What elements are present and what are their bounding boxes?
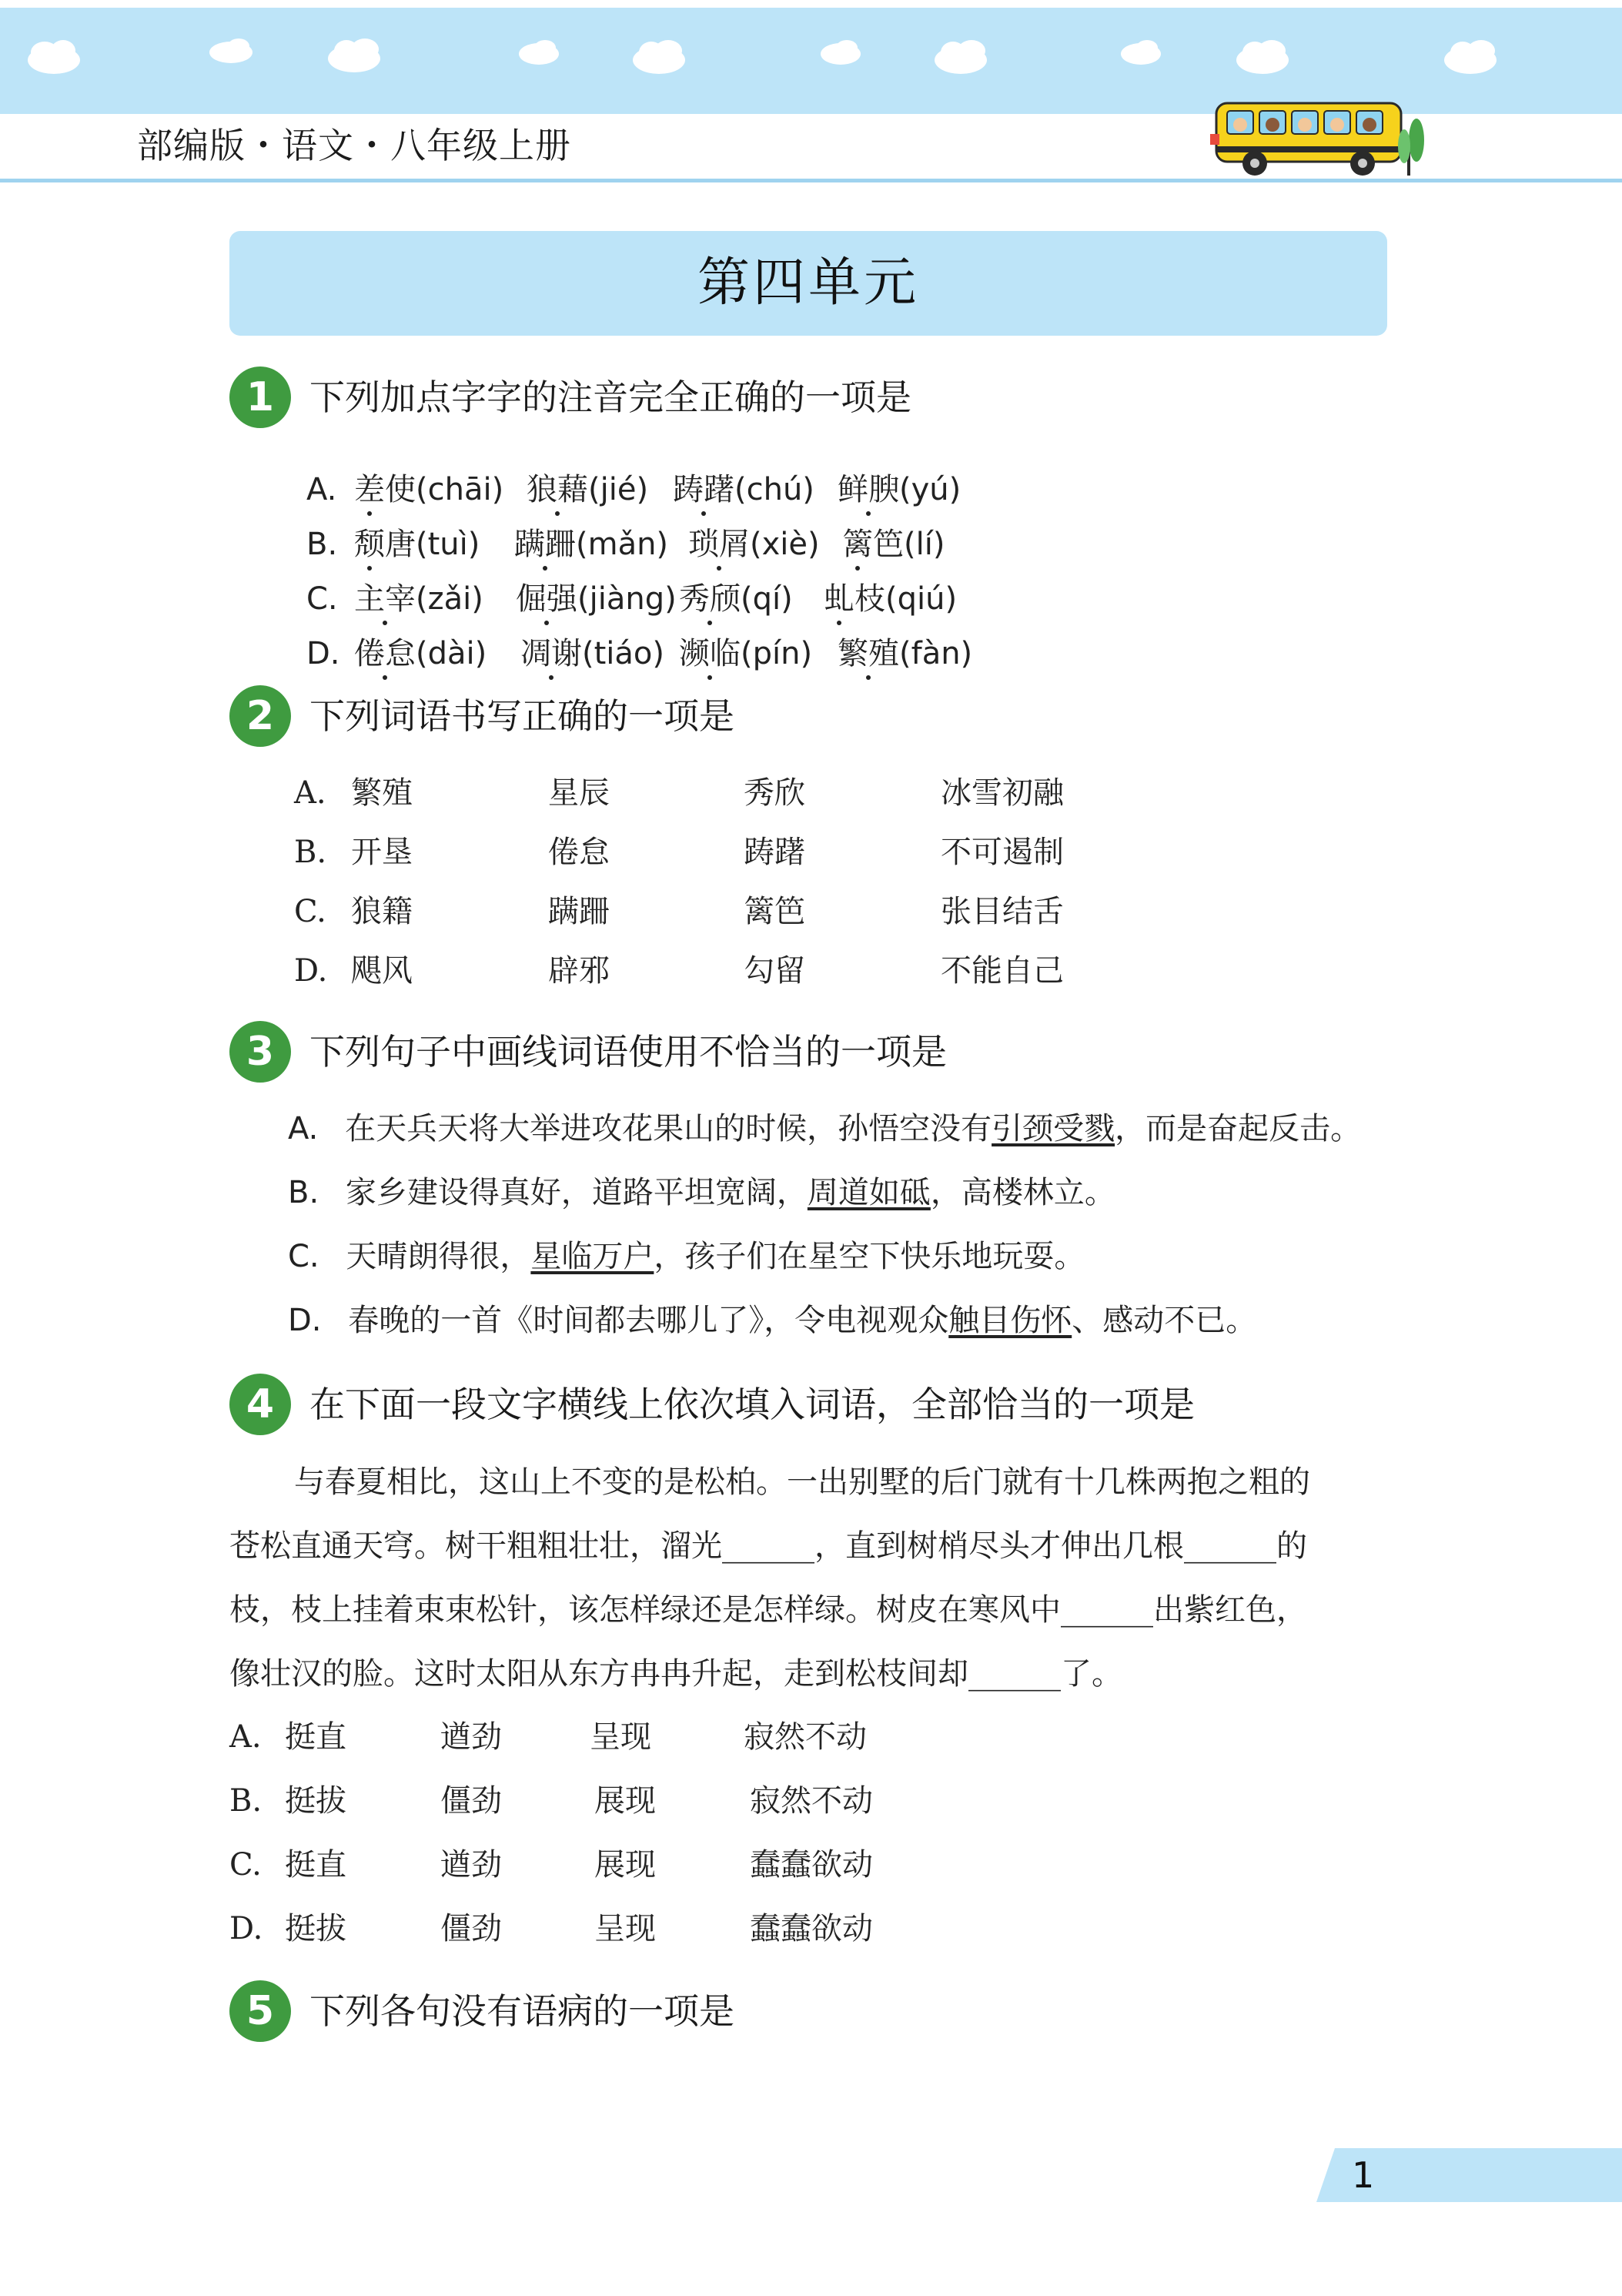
- option-item: 踌躇(chú): [673, 468, 814, 511]
- option-item: 星辰: [548, 775, 610, 811]
- option-row: [288, 1107, 1361, 1150]
- option-item: 不能自己: [941, 953, 1064, 989]
- option-item: 倔强(jiàng): [516, 577, 677, 621]
- option-sentence: 在天兵天将大举进攻花果山的时候，孙悟空没有引颈受戮，而是奋起反击。: [345, 1111, 1362, 1146]
- option-item: 差使(chāi): [354, 468, 503, 511]
- unit-banner: [229, 231, 1387, 336]
- option-item: 呈现: [590, 1719, 651, 1755]
- option-item: 倦怠(dài): [354, 632, 487, 675]
- question-text: 下列词语书写正确的一项是: [309, 695, 734, 737]
- option-item: 开垦: [351, 835, 413, 870]
- option-item: 繁殖(fàn): [838, 632, 972, 675]
- option-item: 颓唐(tuì): [354, 523, 480, 566]
- option-label: C.: [306, 581, 338, 617]
- option-label: D.: [229, 1911, 263, 1946]
- option-item: 展现: [594, 1847, 656, 1883]
- question-text: 下列句子中画线词语使用不恰当的一项是: [309, 1031, 947, 1073]
- option-item: 狼藉(jié): [527, 468, 648, 511]
- option-item: 秀颀(qí): [679, 577, 793, 621]
- option-sentence: 天晴朗得很，星临万户，孩子们在星空下快乐地玩耍。: [346, 1239, 1085, 1274]
- option-item: 挺拔: [285, 1911, 346, 1946]
- option-item: 蹒跚: [548, 894, 610, 929]
- option-item: 蠢蠢欲动: [750, 1847, 873, 1883]
- question-number-badge: 3: [229, 1021, 291, 1083]
- question-text: 下列加点字字的注音完全正确的一项是: [309, 377, 911, 418]
- option-item: 篱笆: [744, 894, 805, 929]
- underlined-phrase: 星临万户: [530, 1239, 654, 1274]
- option-item: 主宰(zǎi): [354, 577, 483, 621]
- option-item: 张目结舌: [941, 894, 1064, 929]
- option-item: 倦怠: [548, 835, 610, 870]
- option-item: 僵劲: [440, 1911, 502, 1946]
- question-number-badge: 5: [229, 1980, 291, 2042]
- option-item: 挺拔: [285, 1783, 346, 1819]
- option-item: 不可遏制: [941, 835, 1064, 870]
- option-item: 挺直: [285, 1847, 346, 1883]
- option-label: C.: [294, 894, 326, 929]
- option-item: 凋谢(tiáo): [520, 632, 664, 675]
- option-row: [288, 1235, 1085, 1278]
- option-label: B.: [294, 835, 327, 870]
- passage-line: 像壮汉的脸。这时太阳从东方冉冉升起，走到松枝间却______了。: [229, 1656, 1122, 1692]
- option-row: [288, 1299, 1256, 1342]
- option-label: B.: [306, 527, 338, 562]
- option-item: 狼籍: [351, 894, 413, 929]
- option-row: [288, 1171, 1115, 1214]
- option-label: C.: [288, 1239, 319, 1274]
- option-label: D.: [294, 953, 328, 989]
- option-label: C.: [229, 1847, 262, 1883]
- passage-line: 枝，枝上挂着束束松针，该怎样绿还是怎样绿。树皮在寒风中______出紫红色，: [229, 1592, 1307, 1628]
- option-label: A.: [229, 1719, 262, 1755]
- question-number-badge: 1: [229, 366, 291, 428]
- option-sentence: 家乡建设得真好，道路平坦宽阔，周道如砥，高楼林立。: [345, 1175, 1115, 1210]
- option-item: 呈现: [594, 1911, 656, 1946]
- option-label: A.: [294, 775, 326, 811]
- option-label: D.: [288, 1303, 322, 1338]
- question-number-badge: 4: [229, 1374, 291, 1435]
- option-label: D.: [306, 636, 340, 671]
- option-item: 蠢蠢欲动: [750, 1911, 873, 1946]
- option-item: 琐屑(xiè): [688, 523, 820, 566]
- option-item: 僵劲: [440, 1783, 502, 1819]
- option-item: 虬枝(qiú): [824, 577, 957, 621]
- option-item: 遒劲: [440, 1847, 502, 1883]
- option-item: 冰雪初融: [941, 775, 1064, 811]
- option-item: 踌躇: [744, 835, 805, 870]
- page-number: 1: [1352, 2154, 1375, 2196]
- option-item: 寂然不动: [750, 1783, 873, 1819]
- book-title: 部编版・语文・八年级上册: [137, 125, 571, 166]
- option-item: 遒劲: [440, 1719, 502, 1755]
- option-item: 寂然不动: [744, 1719, 867, 1755]
- underlined-phrase: 引颈受戮: [992, 1111, 1115, 1146]
- option-item: 勾留: [744, 953, 805, 989]
- passage-line: 苍松直通天穹。树干粗粗壮壮，溜光______，直到树梢尽头才伸出几根______的: [229, 1528, 1307, 1564]
- option-label: B.: [229, 1783, 263, 1819]
- option-item: 飓风: [351, 953, 413, 989]
- option-item: 篱笆(lí): [842, 523, 945, 566]
- question-text: 下列各句没有语病的一项是: [309, 1990, 734, 2032]
- option-item: 辟邪: [548, 953, 610, 989]
- passage: [229, 1451, 1400, 1706]
- option-item: 鲜腴(yú): [838, 468, 961, 511]
- underlined-phrase: 触目伤怀: [948, 1303, 1072, 1338]
- option-item: 濒临(pín): [679, 632, 812, 675]
- question-number-badge: 2: [229, 685, 291, 747]
- passage-line: 与春夏相比，这山上不变的是松柏。一出别墅的后门就有十几株两抱之粗的: [294, 1464, 1310, 1500]
- unit-title: 第四单元: [697, 253, 919, 313]
- option-item: 秀欣: [744, 775, 805, 811]
- school-bus-icon: [1209, 92, 1432, 185]
- option-sentence: 春晚的一首《时间都去哪儿了》，令电视观众触目伤怀、感动不已。: [348, 1303, 1257, 1338]
- option-item: 展现: [594, 1783, 656, 1819]
- option-label: B.: [288, 1175, 319, 1210]
- question-text: 在下面一段文字横线上依次填入词语，全部恰当的一项是: [309, 1384, 1195, 1425]
- option-item: 蹒跚(mǎn): [514, 523, 668, 566]
- option-item: 挺直: [285, 1719, 346, 1755]
- underlined-phrase: 周道如砥: [807, 1175, 931, 1210]
- option-item: 繁殖: [351, 775, 413, 811]
- option-label: A.: [288, 1111, 319, 1146]
- option-label: A.: [306, 472, 337, 507]
